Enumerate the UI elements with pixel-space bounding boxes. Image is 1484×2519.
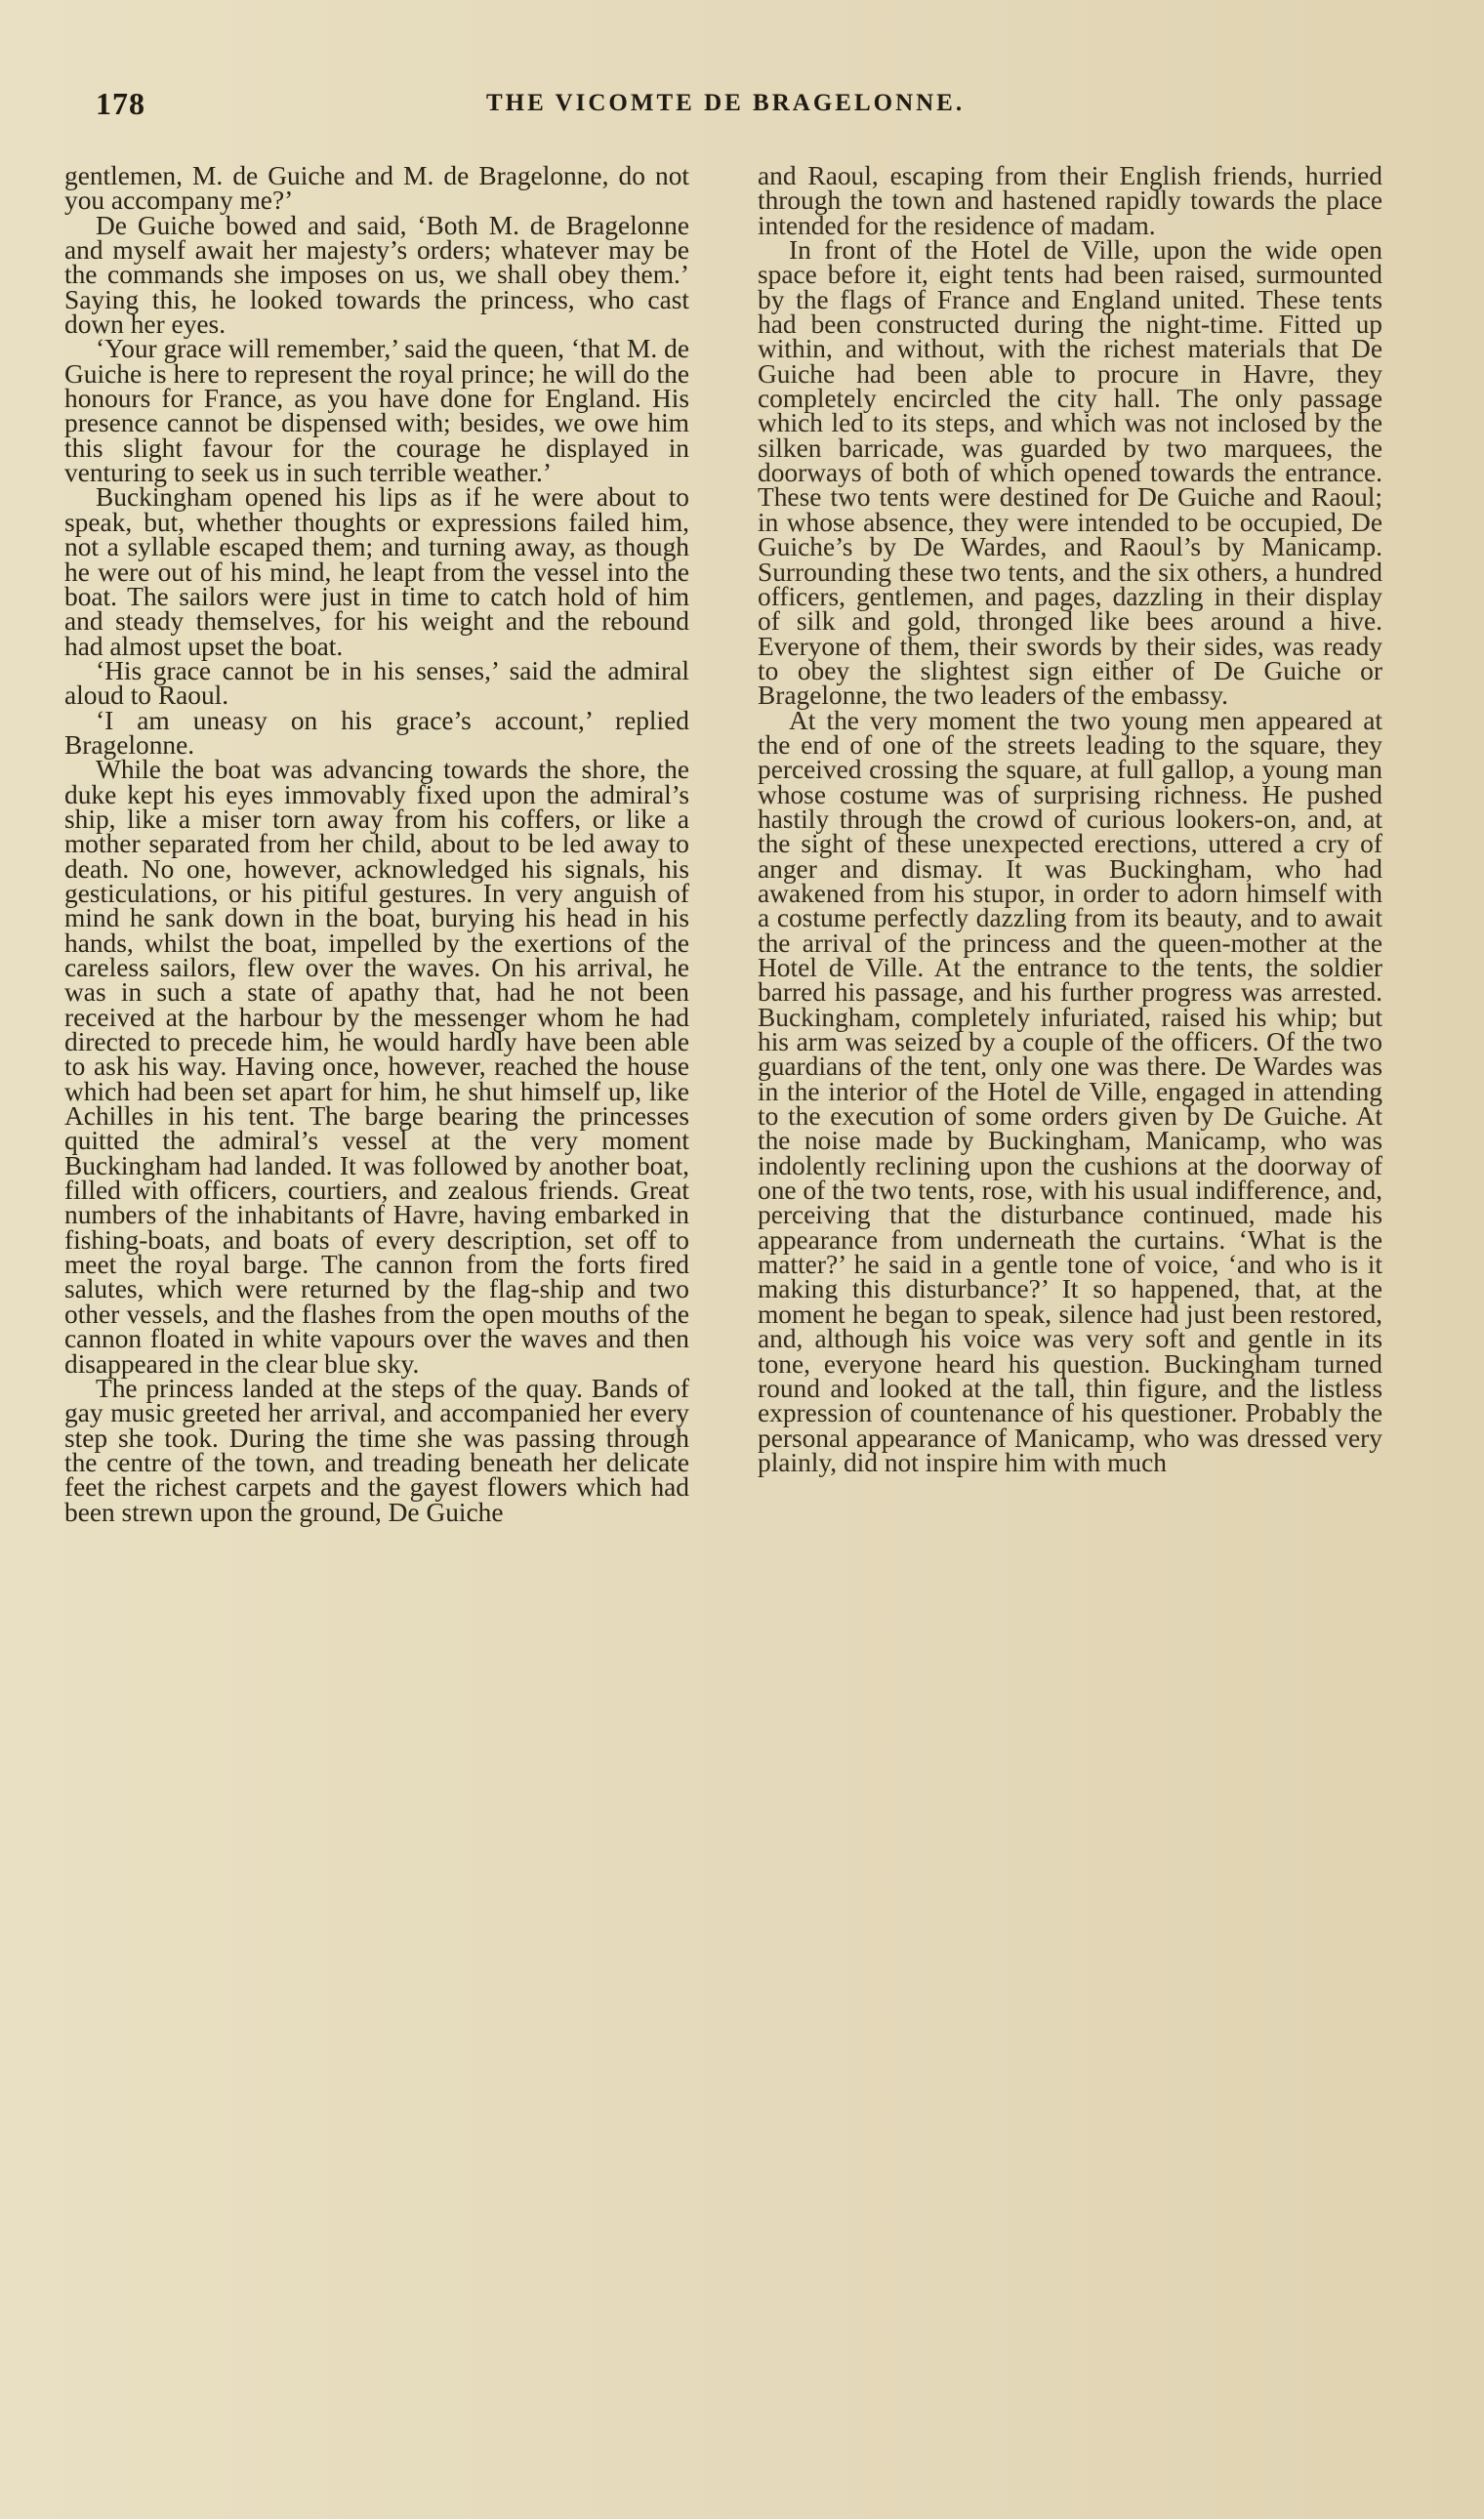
paragraph: At the very moment the two young men appeared at the end of one of the streets leading to the square, they perceived crossing the square, at full gallop, a young man whose costume was of surprising richness. He pushed hastily through the crowd of curious lookers-on, and, at the sight of these unexpected erections, uttered a cry of anger and dismay. It was Buckingham, who had awakened from his stupor, in order to adorn himself with a costume perfectly dazzling from its beauty, and to await the arrival of the princess and the queen-mother at the Hotel de Ville. At the entrance to the tents, the soldier barred his passage, and his further progress was arrested. Buckingham, completely infuriated, raised his whip; but his arm was seized by a couple of the officers. Of the two guardians of the tent, only one was there. De Wardes was in the interior of the Hotel de Ville, engaged in attending to the execution of some orders given by De Guiche. At the noise made by Buckingham, Manicamp, who was indolently reclining upon the cushions at the doorway of one of the two tents, rose, with his usual indifference, and, perceiving that the disturbance continued, made his appearance from underneath the curtains. ‘What is the matter?’ he said in a gentle tone of voice, ‘and who is it making this disturbance?’ It so happened, that, at the moment he began to speak, silence had just been restored, and, although his voice was very soft and gentle in its tone, everyone heard his question. Buckingham turned round and looked at the tall, thin figure, and the listless expression of countenance of his questioner. Probably the personal appearance of Manicamp, who was dressed very plainly, did not inspire him with much [758,705,1382,1477]
paragraph: While the boat was advancing towards the shore, the duke kept his eyes immovably fixed upon the admiral’s ship, like a miser torn away from his coffers, or like a mother separated from her child, about to be led away to death. No one, however, acknowledged his signals, his gesticulations, or his pitiful gestures. In very anguish of mind he sank down in the boat, burying his head in his hands, whilst the boat, impelled by the exertions of the careless sailors, flew over the waves. On his arrival, he was in such a state of apathy that, had he not been received at the harbour by the messenger whom he had directed to precede him, he would hardly have been able to ask his way. Having once, however, reached the house which had been set apart for him, he shut himself up, like Achilles in his tent. The barge bearing the princesses quitted the admiral’s vessel at the very moment Buckingham had landed. It was followed by another boat, filled with officers, courtiers, and zealous friends. Great numbers of the inhabitants of Havre, having embarked in fishing-boats, and boats of every description, set off to meet the royal barge. The cannon from the forts fired salutes, which were returned by the flag-ship and two other vessels, and the flashes from the open mouths of the cannon floated in white vapours over the waves and then disappeared in the clear blue sky. [64,755,689,1379]
page-header [96,86,1384,125]
right-column [758,161,1382,1477]
paragraph: Buckingham opened his lips as if he were about to speak, but, whether thoughts or expressions failed him, not a syllable escaped them; and turning away, as though he were out of his mind, he leapt from the vessel into the boat. The sailors were just in time to catch hold of him and steady themselves, for his weight and the rebound had almost upset the boat. [64,482,689,661]
page-number: 178 [96,86,145,121]
paragraph: gentlemen, M. de Guiche and M. de Bragelonne, do not you accompany me?’ [64,161,689,216]
paragraph: De Guiche bowed and said, ‘Both M. de Bragelonne and myself await her majesty’s orders; whatever may be the commands she imposes on us, we shall obey them.’ Saying this, he looked towards the princess, who cast down her eyes. [64,210,689,340]
paragraph: ‘His grace cannot be in his senses,’ said the admiral aloud to Raoul. [64,655,689,711]
running-title: THE VICOMTE DE BRAGELONNE. [486,90,966,116]
paragraph: and Raoul, escaping from their English friends, hurried through the town and hastened rapidly towards the place intended for the residence of madam. [758,161,1382,240]
paragraph: ‘I am uneasy on his grace’s account,’ replied Bragelonne. [64,705,689,760]
left-column [64,161,689,1527]
paragraph: In front of the Hotel de Ville, upon the wide open space before it, eight tents had been raised, surmounted by the flags of France and England united. These tents had been constructed during the night-time. Fitted up within, and without, with the richest materials that De Guiche had been able to procure in Havre, they completely encircled the city hall. The only passage which led to its steps, and which was not inclosed by the silken barricade, was guarded by two marquees, the doorways of both of which opened towards the entrance. These two tents were destined for De Guiche and Raoul; in whose absence, they were intended to be occupied, De Guiche’s by De Wardes, and Raoul’s by Manicamp. Surrounding these two tents, and the six others, a hundred officers, gentlemen, and pages, dazzling in their display of silk and gold, thronged like bees around a hive. Everyone of them, their swords by their sides, was ready to obey the slightest sign either of De Guiche or Bragelonne, the two leaders of the embassy. [758,235,1382,711]
paragraph: The princess landed at the steps of the quay. Bands of gay music greeted her arrival, and accompanied her every step she took. During the time she was passing through the centre of the town, and treading beneath her delicate feet the richest carpets and the gayest flowers which had been strewn upon the ground, De Guiche [64,1373,689,1527]
paragraph: ‘Your grace will remember,’ said the queen, ‘that M. de Guiche is here to represent the royal prince; he will do the honours for France, as you have done for England. His presence cannot be dispensed with; besides, we owe him this slight favour for the courage he displayed in venturing to seek us in such terrible weather.’ [64,334,689,488]
